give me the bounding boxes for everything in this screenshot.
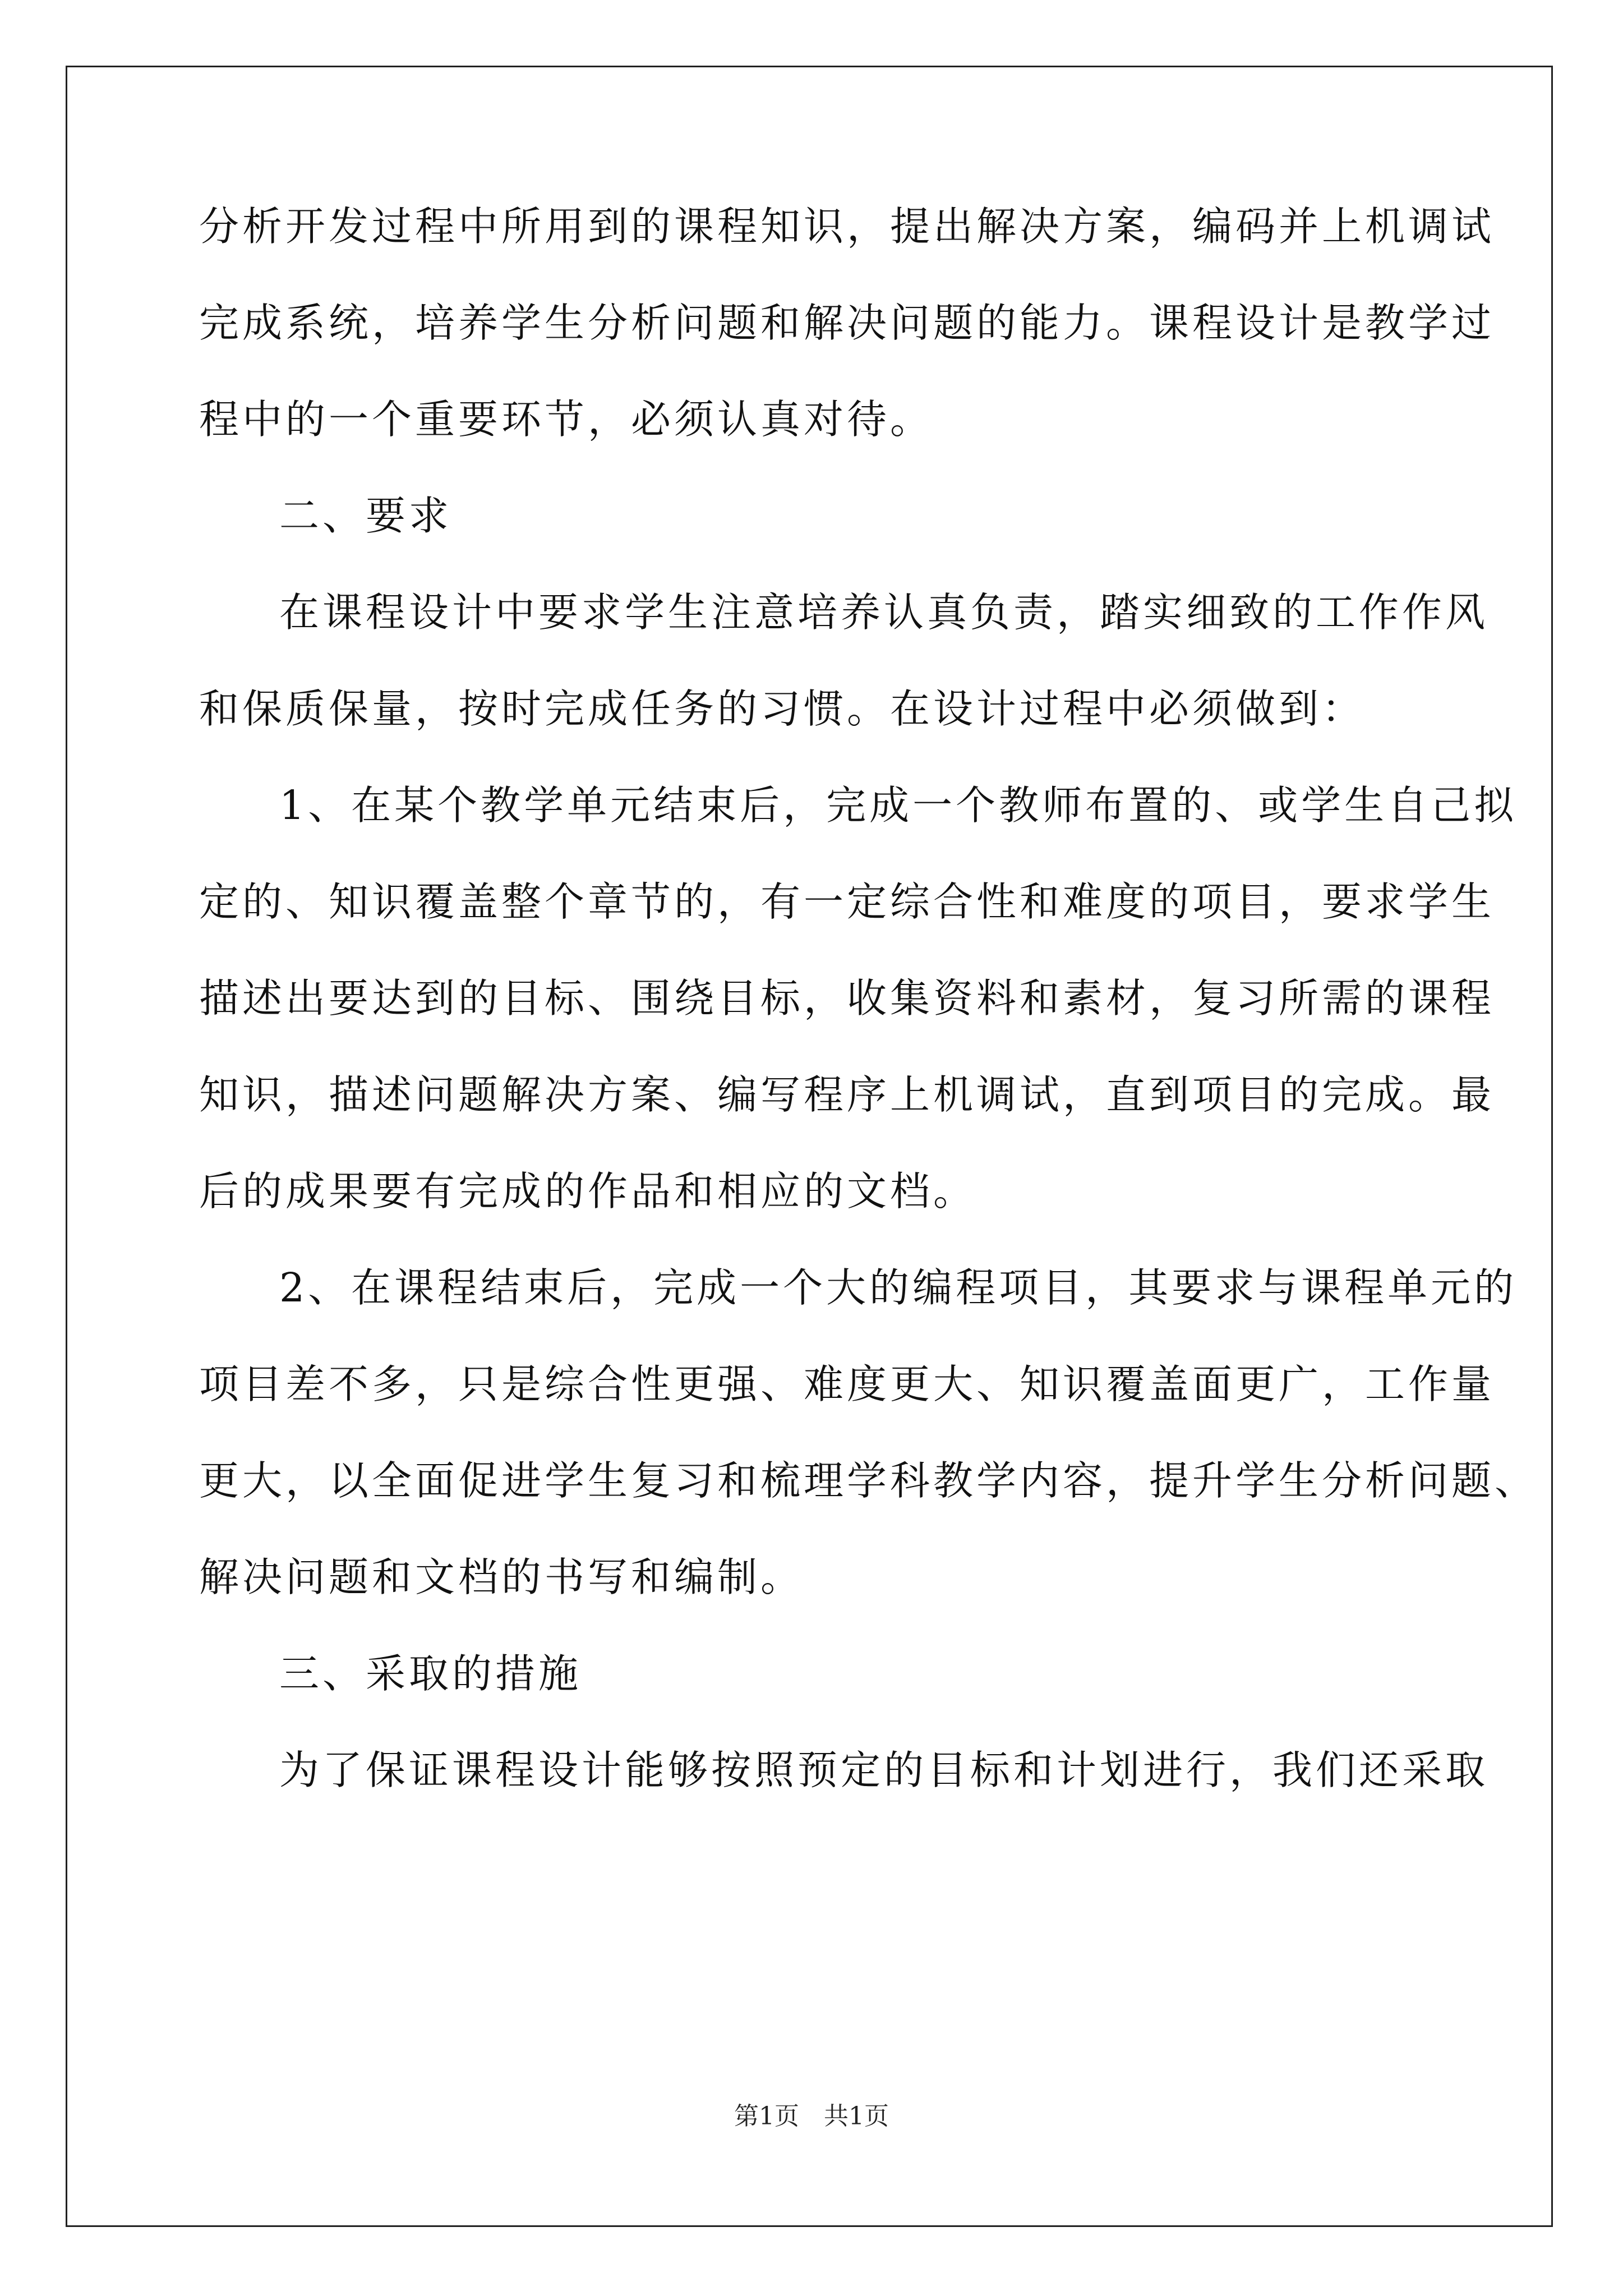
body-text-line: 描述出要达到的目标、围绕目标，收集资料和素材，复习所需的课程	[199, 975, 1495, 1022]
body-text-line: 解决问题和文档的书写和编制。	[199, 1554, 804, 1600]
page-border	[66, 66, 1553, 2227]
body-text-line: 和保质保量，按时完成任务的习惯。在设计过程中必须做到：	[199, 685, 1366, 732]
section-heading: 三、采取的措施	[279, 1650, 582, 1697]
body-text-line: 在课程设计中要求学生注意培养认真负责，踏实细致的工作作风	[279, 589, 1489, 636]
body-text-line: 分析开发过程中所用到的课程知识，提出解决方案，编码并上机调试	[199, 203, 1495, 250]
body-text-line: 知识，描述问题解决方案、编写程序上机调试，直到项目的完成。最	[199, 1071, 1495, 1118]
body-text-line: 更大，以全面促进学生复习和梳理学科教学内容，提升学生分析问题、	[199, 1457, 1538, 1504]
body-text-line: 定的、知识覆盖整个章节的，有一定综合性和难度的项目，要求学生	[199, 878, 1495, 925]
body-text-line: 2、在课程结束后，完成一个大的编程项目，其要求与课程单元的	[279, 1264, 1518, 1311]
body-text-line: 程中的一个重要环节，必须认真对待。	[199, 396, 934, 443]
body-text-line: 项目差不多，只是综合性更强、难度更大、知识覆盖面更广，工作量	[199, 1361, 1495, 1407]
section-heading: 二、要求	[279, 493, 453, 539]
body-text-line: 为了保证课程设计能够按照预定的目标和计划进行，我们还采取	[279, 1747, 1489, 1793]
body-text-line: 完成系统，培养学生分析问题和解决问题的能力。课程设计是教学过	[199, 300, 1495, 346]
body-text-line: 后的成果要有完成的作品和相应的文档。	[199, 1168, 977, 1214]
body-text-line: 1、在某个教学单元结束后，完成一个教师布置的、或学生自己拟	[279, 782, 1518, 829]
page-number-footer: 第1页 共1页	[734, 2102, 889, 2131]
